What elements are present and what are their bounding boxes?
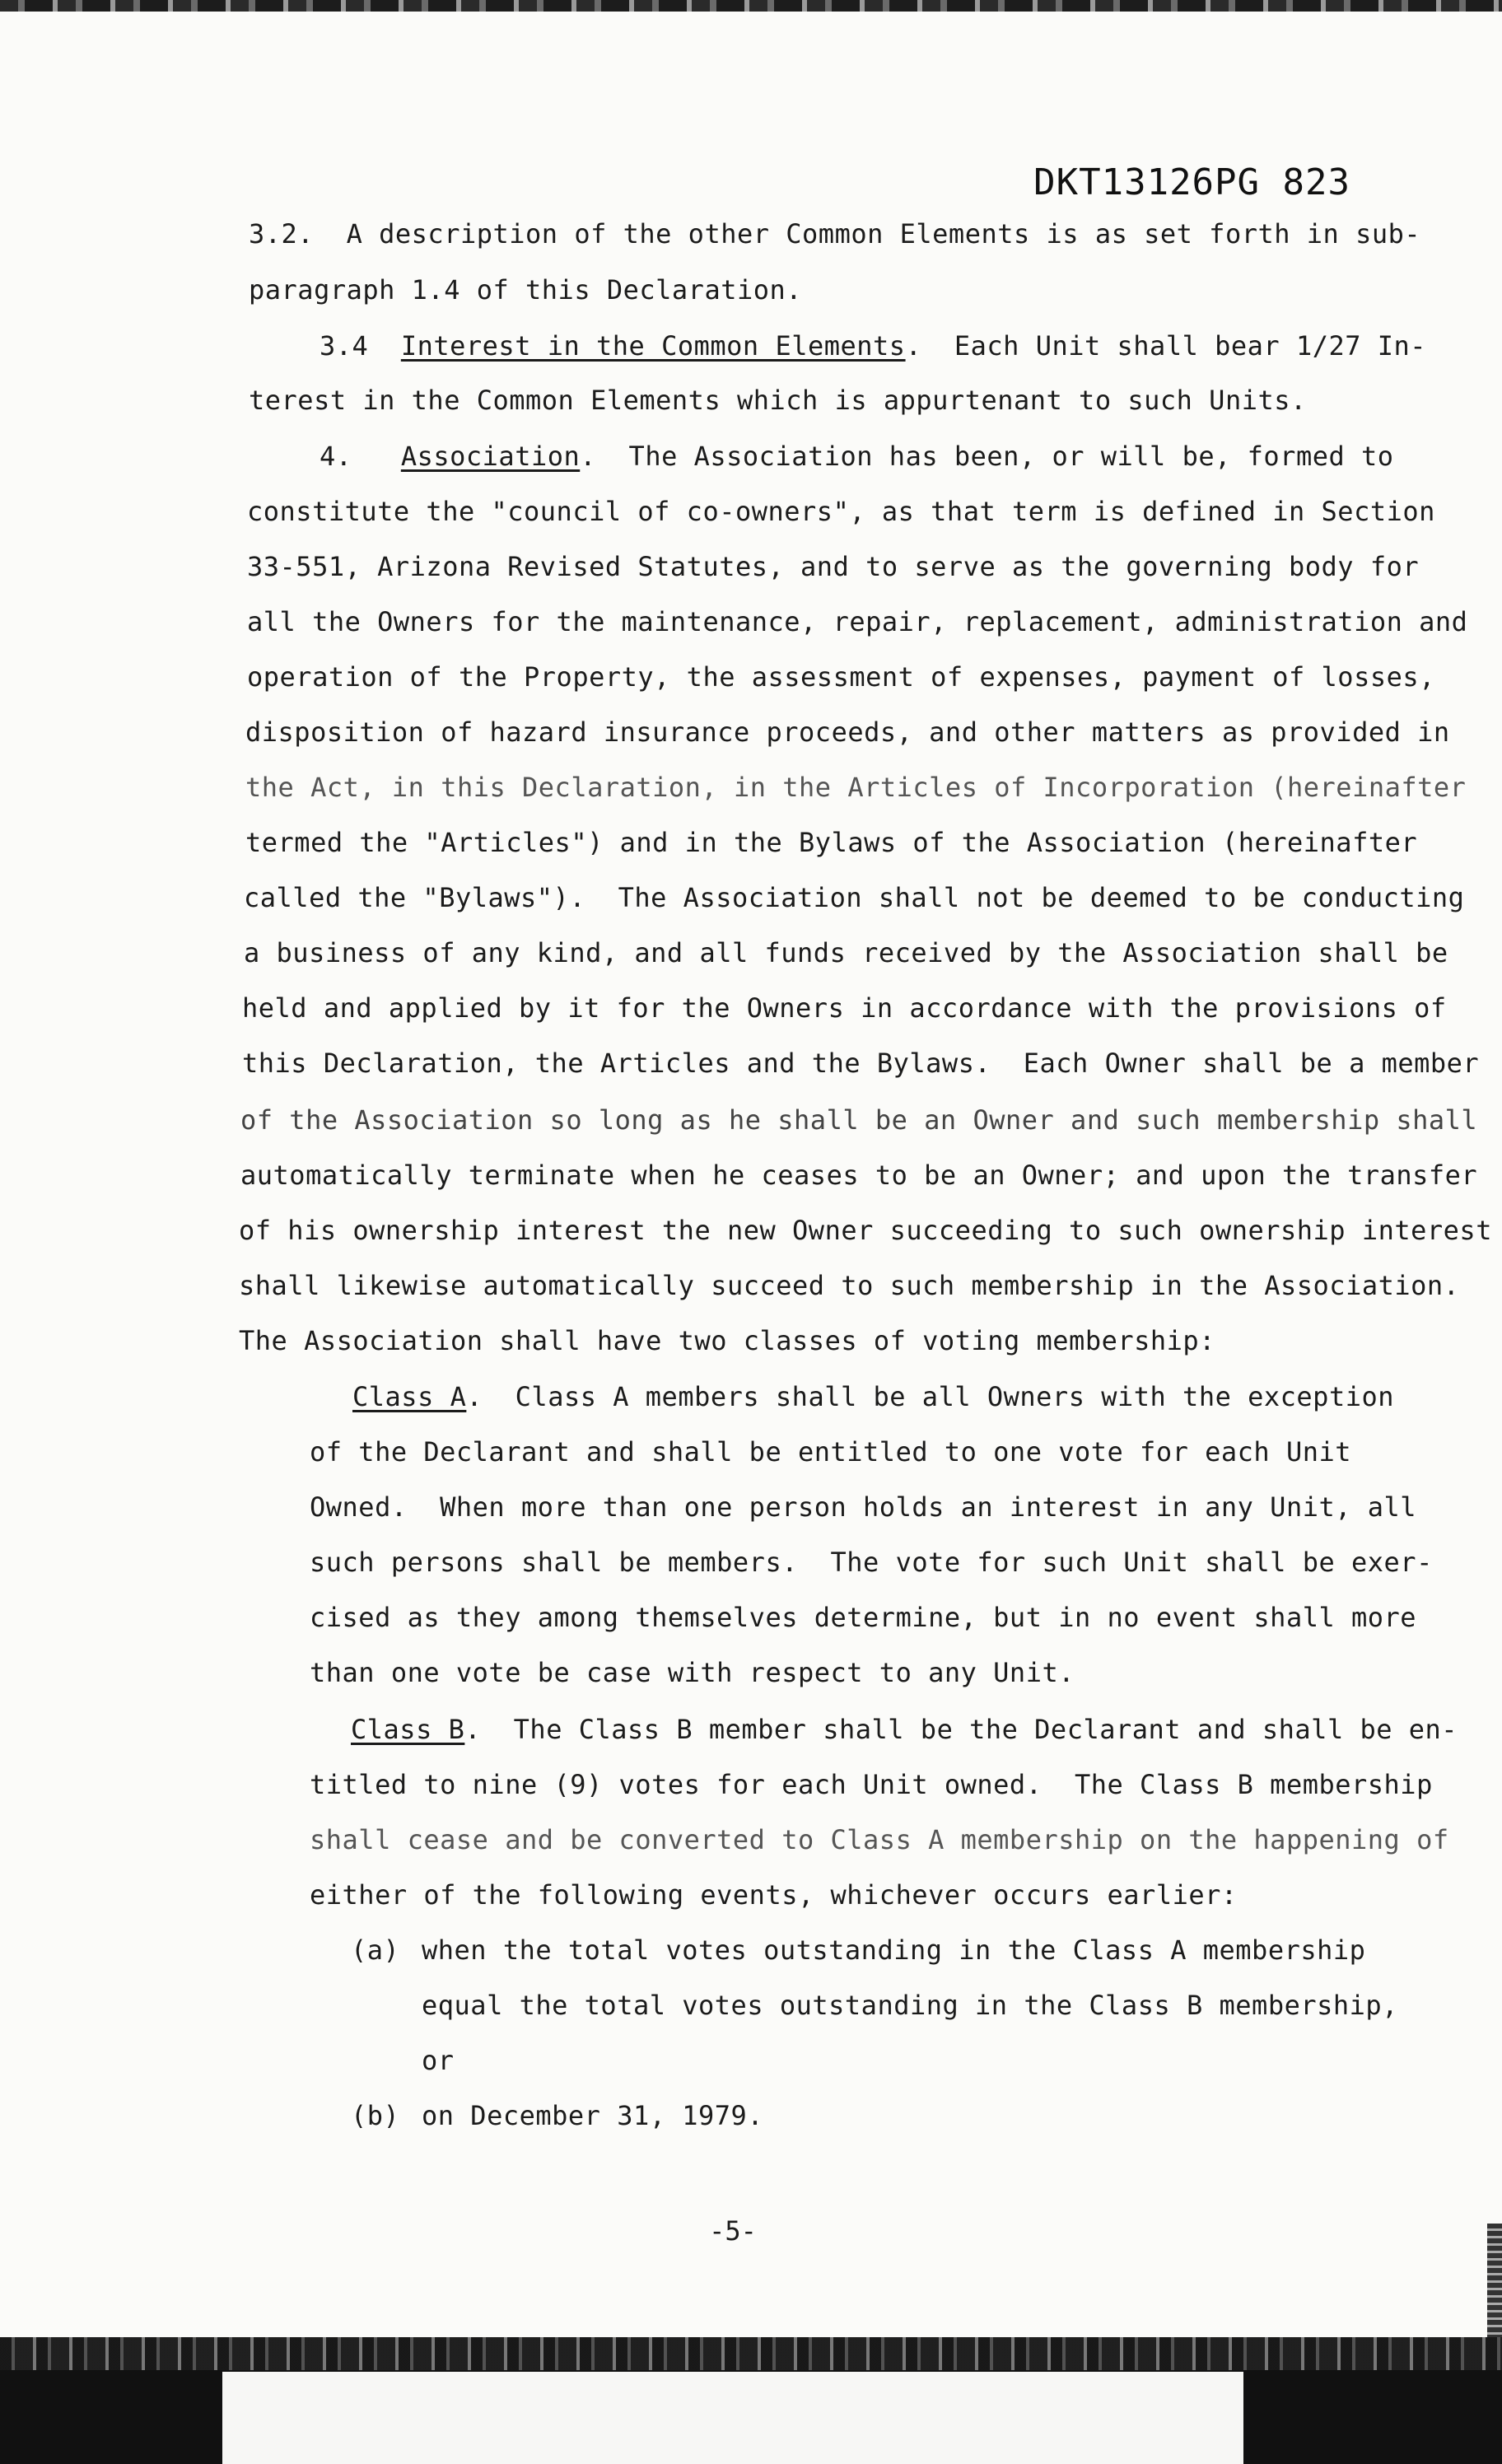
docket-reference: DKT13126PG 823: [1033, 161, 1350, 203]
class-a-line-1-text: . Class A members shall be all Owners with the exception: [466, 1381, 1394, 1412]
scan-bottom-gap: [222, 2372, 1243, 2464]
paragraph-4-line: 33-551, Arizona Revised Statutes, and to serve as the governing body for: [247, 551, 1420, 582]
class-b-line-1: [351, 1713, 1458, 1746]
paragraph-4-line-1-text: . The Association has been, or will be, formed to: [580, 441, 1394, 472]
list-item-a-line: equal the total votes outstanding in the Class B membership,: [422, 1990, 1398, 2021]
section-heading-association: Association: [400, 441, 581, 472]
paragraph-4-line: disposition of hazard insurance proceeds, and other matters as provided in: [245, 716, 1450, 748]
class-b-line-1-text: . The Class B member shall be the Declarant and shall be en-: [464, 1714, 1458, 1745]
list-item-a-line: or: [422, 2045, 455, 2076]
paragraph-3-4-line-1-text: . Each Unit shall bear 1/27 In-: [905, 330, 1427, 362]
paragraph-4-line: held and applied by it for the Owners in accordance with the provisions of: [242, 992, 1447, 1024]
class-a-line: than one vote be case with respect to any Unit.: [310, 1657, 1075, 1688]
list-item-label-a: (a): [351, 1934, 400, 1966]
paragraph-4-line: of his ownership interest the new Owner succeeding to such ownership interest: [239, 1215, 1492, 1246]
paragraph-4-line: operation of the Property, the assessment of expenses, payment of losses,: [247, 661, 1435, 693]
class-a-line-1: [352, 1380, 1394, 1413]
paragraph-3-2-line-1: 3.2. A description of the other Common Elements is as set forth in sub-: [249, 218, 1421, 250]
paragraph-4-line: this Declaration, the Articles and the Bylaws. Each Owner shall be a member: [242, 1048, 1480, 1079]
paragraph-4-line: called the "Bylaws"). The Association shall not be deemed to be conducting: [244, 882, 1465, 913]
section-heading-interest: Interest in the Common Elements: [400, 330, 906, 362]
scan-right-edge: [1487, 2224, 1502, 2339]
list-item-a-line: when the total votes outstanding in the Class A membership: [422, 1934, 1366, 1966]
paragraph-4-line: all the Owners for the maintenance, repair, replacement, administration and: [247, 606, 1468, 637]
class-a-line: of the Declarant and shall be entitled to one vote for each Unit: [310, 1436, 1351, 1468]
paragraph-3-4-line-2: terest in the Common Elements which is appurtenant to such Units.: [249, 385, 1307, 416]
paragraph-4-line: termed the "Articles") and in the Bylaws of the Association (hereinafter: [245, 827, 1418, 858]
paragraph-4-line-faded: the Act, in this Declaration, in the Articles of Incorporation (hereinafter: [245, 772, 1467, 803]
page-number: -5-: [709, 2215, 757, 2247]
scan-top-edge: [0, 0, 1502, 12]
paragraph-4-line: shall likewise automatically succeed to such membership in the Association.: [239, 1270, 1460, 1301]
section-number: 4.: [320, 441, 352, 472]
paragraph-4-line: constitute the "council of co-owners", as that term is defined in Section: [247, 496, 1435, 527]
scan-bottom-noise: [0, 2337, 1502, 2370]
paragraph-3-4-line-1: [320, 329, 1426, 362]
class-b-heading: Class B: [351, 1714, 465, 1745]
paragraph-4-line: a business of any kind, and all funds received by the Association shall be: [244, 937, 1448, 968]
paragraph-4-line-faded: of the Association so long as he shall be an Owner and such membership shall: [240, 1104, 1478, 1136]
class-b-line: either of the following events, whichever occurs earlier:: [310, 1879, 1238, 1911]
class-b-line-faded: shall cease and be converted to Class A membership on the happening of: [310, 1824, 1449, 1855]
paragraph-4-line: automatically terminate when he ceases to be an Owner; and upon the transfer: [240, 1160, 1478, 1191]
section-number: 3.4: [320, 330, 369, 362]
paragraph-4-line: The Association shall have two classes of voting membership:: [239, 1325, 1215, 1356]
class-a-line: Owned. When more than one person holds an interest in any Unit, all: [310, 1491, 1417, 1523]
paragraph-3-2-line-2: paragraph 1.4 of this Declaration.: [249, 274, 803, 306]
class-a-line: such persons shall be members. The vote for such Unit shall be exer-: [310, 1547, 1433, 1578]
class-a-line: cised as they among themselves determine, but in no event shall more: [310, 1602, 1417, 1633]
class-b-line: titled to nine (9) votes for each Unit owned. The Class B membership: [310, 1769, 1433, 1800]
paragraph-4-line-1: [320, 440, 1394, 473]
class-a-heading: Class A: [352, 1381, 467, 1412]
list-item-label-b: (b): [351, 2100, 400, 2131]
list-item-b-line: on December 31, 1979.: [422, 2100, 764, 2131]
